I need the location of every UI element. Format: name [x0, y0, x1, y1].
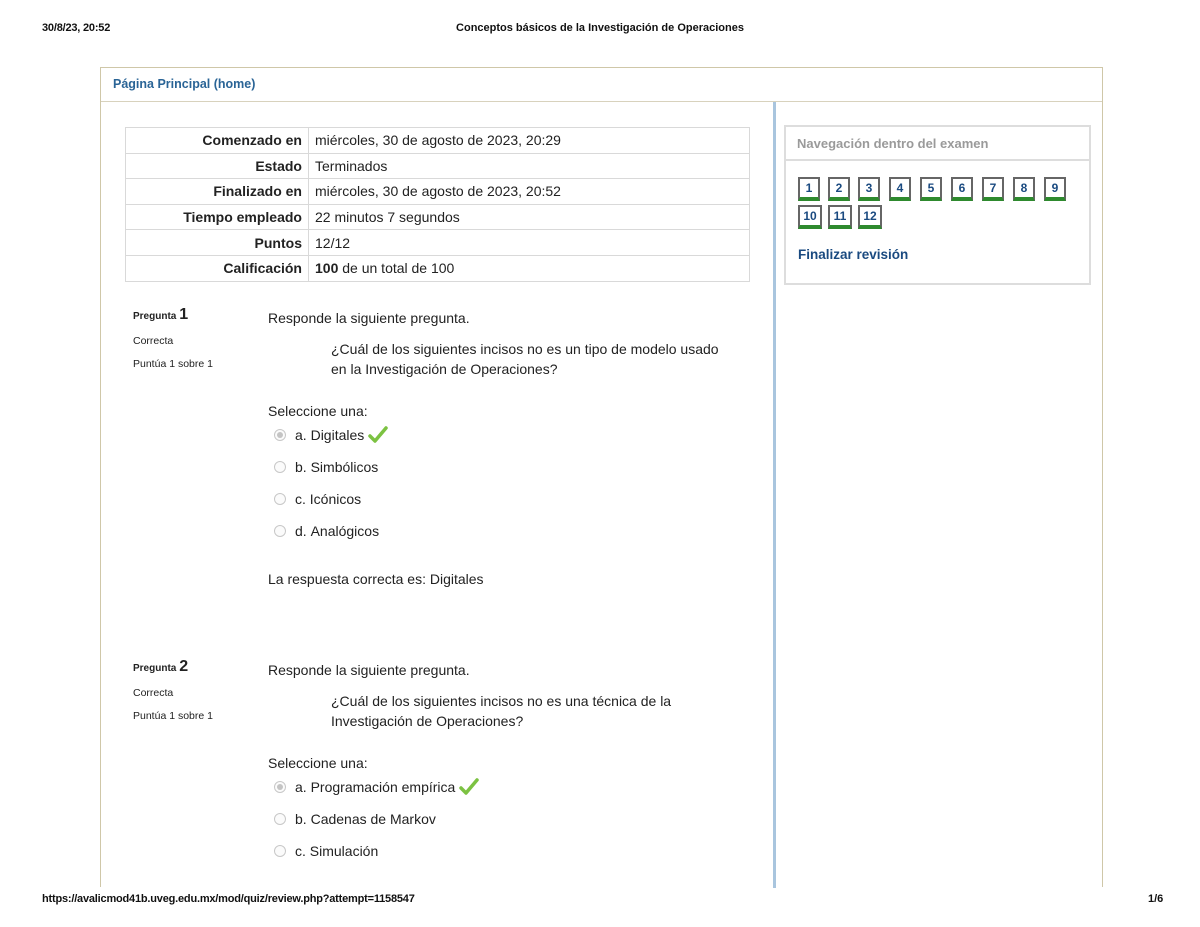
- answer-option: [268, 419, 738, 451]
- radio-button[interactable]: [274, 493, 286, 505]
- radio-button[interactable]: [274, 461, 286, 473]
- summary-label: Comenzado en: [126, 128, 309, 154]
- question-nav-button[interactable]: 10: [798, 205, 822, 229]
- answer-prompt: Seleccione una:: [268, 755, 368, 771]
- question-text: ¿Cuál de los siguientes incisos no es un tipo de modelo usado en la Investigación de Operaciones?: [331, 341, 719, 377]
- summary-row: [126, 230, 750, 256]
- finish-review-link[interactable]: Finalizar revisión: [798, 247, 909, 262]
- question-nav-button[interactable]: 12: [858, 205, 882, 229]
- question-nav-button[interactable]: 8: [1013, 177, 1035, 201]
- question-state: Correcta: [133, 335, 174, 347]
- answer-option: [268, 771, 738, 803]
- quiz-navigation-title: Navegación dentro del examen: [786, 127, 1089, 161]
- home-link[interactable]: Página Principal (home): [113, 77, 256, 91]
- summary-value: miércoles, 30 de agosto de 2023, 20:29: [309, 128, 750, 154]
- summary-row: [126, 153, 750, 179]
- summary-label: Tiempo empleado: [126, 204, 309, 230]
- option-label: Analógicos: [310, 523, 380, 539]
- question-number: 2: [179, 658, 189, 675]
- quiz-navigation-block: [784, 125, 1091, 285]
- attempt-summary-table: [125, 127, 750, 282]
- summary-label: Puntos: [126, 230, 309, 256]
- check-icon: [459, 778, 479, 796]
- print-date: 30/8/23, 20:52: [42, 22, 111, 34]
- answer-option: [268, 451, 738, 483]
- option-label: Digitales: [310, 427, 365, 443]
- answer-option: [268, 515, 738, 547]
- question-content-1: [268, 310, 738, 587]
- answer-option: [268, 835, 738, 867]
- question-grade: Puntúa 1 sobre 1: [133, 710, 213, 722]
- option-letter: b.: [295, 459, 307, 475]
- navbar: [101, 68, 1102, 102]
- summary-value: Terminados: [309, 153, 750, 179]
- summary-row: [126, 204, 750, 230]
- question-number: 1: [179, 306, 189, 323]
- question-grade: Puntúa 1 sobre 1: [133, 358, 213, 370]
- radio-button[interactable]: [274, 813, 286, 825]
- answer-option: [268, 803, 738, 835]
- option-label: Cadenas de Markov: [310, 811, 436, 827]
- option-letter: a.: [295, 427, 307, 443]
- summary-value: [309, 255, 750, 281]
- print-url: https://avalicmod41b.uveg.edu.mx/mod/quiz/review.php?attempt=1158547: [42, 893, 415, 905]
- question-text: ¿Cuál de los siguientes incisos no es una técnica de la Investigación de Operaciones?: [331, 693, 672, 729]
- summary-label: Finalizado en: [126, 179, 309, 205]
- option-letter: b.: [295, 811, 307, 827]
- grade-value: 100: [315, 260, 339, 277]
- question-title: Pregunta: [133, 663, 177, 674]
- option-letter: d.: [295, 523, 307, 539]
- radio-button[interactable]: [274, 525, 286, 537]
- question-nav-button[interactable]: 3: [858, 177, 880, 201]
- radio-button[interactable]: [274, 429, 286, 441]
- question-nav-button[interactable]: 11: [828, 205, 852, 229]
- page-frame: [100, 67, 1103, 887]
- question-nav-button[interactable]: 2: [828, 177, 850, 201]
- option-letter: a.: [295, 779, 307, 795]
- option-label: Icónicos: [309, 491, 362, 507]
- correct-answer-feedback: La respuesta correcta es: Digitales: [268, 571, 484, 587]
- check-icon: [368, 426, 388, 444]
- print-page-number: 1/6: [1148, 893, 1164, 905]
- question-info-1: [133, 306, 213, 370]
- question-state: Correcta: [133, 687, 174, 699]
- question-nav-button[interactable]: 5: [920, 177, 942, 201]
- question-info-2: [133, 658, 213, 722]
- question-nav-button[interactable]: 6: [951, 177, 973, 201]
- summary-value: 12/12: [309, 230, 750, 256]
- summary-value: miércoles, 30 de agosto de 2023, 20:52: [309, 179, 750, 205]
- answer-prompt: Seleccione una:: [268, 403, 368, 419]
- question-nav-button[interactable]: 9: [1044, 177, 1066, 201]
- question-instruction: Responde la siguiente pregunta.: [268, 662, 470, 678]
- summary-label: Calificación: [126, 255, 309, 281]
- column-divider: [773, 102, 776, 888]
- question-instruction: Responde la siguiente pregunta.: [268, 310, 470, 326]
- summary-value: 22 minutos 7 segundos: [309, 204, 750, 230]
- option-letter: c.: [295, 491, 306, 507]
- option-label: Simbólicos: [310, 459, 379, 475]
- question-nav-button[interactable]: 4: [889, 177, 911, 201]
- question-content-2: [268, 662, 738, 867]
- grade-total: de un total de 100: [338, 260, 455, 277]
- summary-row: [126, 128, 750, 154]
- radio-button[interactable]: [274, 781, 286, 793]
- question-title: Pregunta: [133, 311, 177, 322]
- answer-option: [268, 483, 738, 515]
- summary-row: [126, 179, 750, 205]
- option-label: Simulación: [309, 843, 379, 859]
- print-title: Conceptos básicos de la Investigación de Operaciones: [456, 22, 744, 34]
- question-nav-button[interactable]: 7: [982, 177, 1004, 201]
- summary-label: Estado: [126, 153, 309, 179]
- summary-row: [126, 255, 750, 281]
- question-nav-button[interactable]: 1: [798, 177, 820, 201]
- radio-button[interactable]: [274, 845, 286, 857]
- option-letter: c.: [295, 843, 306, 859]
- option-label: Programación empírica: [310, 779, 456, 795]
